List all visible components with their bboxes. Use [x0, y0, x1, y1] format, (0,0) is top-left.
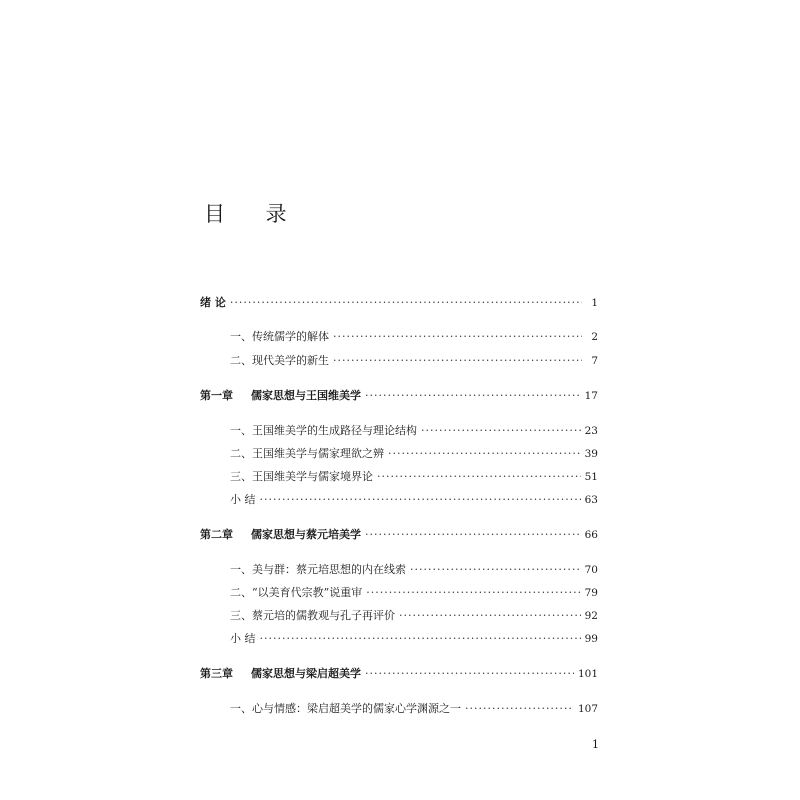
leader-dots: [377, 468, 581, 486]
leader-dots: [365, 387, 581, 405]
toc-page-number: 2: [591, 331, 598, 343]
toc-label: 一、美与群：蔡元培思想的内在线索: [230, 563, 406, 576]
toc-page-number: 92: [584, 610, 598, 622]
toc-label: 一、传统儒学的解体: [230, 330, 329, 343]
leader-dots: [421, 422, 581, 440]
leader-dots: [465, 700, 574, 718]
toc-page-number: 51: [584, 471, 598, 483]
page-title: 目 录: [204, 202, 304, 226]
leader-dots: [399, 607, 581, 625]
page-folio-number: 1: [592, 738, 599, 751]
leader-dots: [410, 561, 581, 579]
toc-label: 绪 论: [200, 296, 226, 309]
toc-page-number: 70: [584, 564, 598, 576]
leader-dots: [260, 491, 581, 509]
toc-page-number: 79: [584, 587, 598, 599]
chapter-title: 儒家思想与王国维美学: [251, 389, 361, 402]
toc-label: [200, 665, 361, 683]
toc-page-number: 39: [584, 448, 598, 460]
toc-label: 二、王国维美学与儒家理欲之辨: [230, 447, 384, 460]
toc-label: [200, 387, 361, 405]
toc-page-number: 63: [584, 494, 598, 506]
leader-dots: [333, 328, 582, 346]
leader-dots: [333, 352, 582, 370]
toc-page-number: 99: [584, 633, 598, 645]
toc-entry-section[interactable]: [200, 468, 598, 486]
toc-page-number: 101: [577, 668, 598, 680]
toc-label: 三、王国维美学与儒家境界论: [230, 470, 373, 483]
toc-entry-chapter-1[interactable]: [200, 387, 598, 405]
toc-label: 三、蔡元培的儒教观与孔子再评价: [230, 609, 395, 622]
toc-entry-summary[interactable]: [200, 630, 598, 648]
toc-label: 二、“以美育代宗教”说重审: [230, 586, 363, 599]
toc-label: 一、王国维美学的生成路径与理论结构: [230, 424, 417, 437]
toc-page-number: 17: [584, 390, 598, 402]
toc-entry-section[interactable]: [200, 445, 598, 463]
toc-entry-chapter-3[interactable]: [200, 665, 598, 683]
leader-dots: [388, 445, 581, 463]
leader-dots: [260, 630, 581, 648]
toc-entry-section[interactable]: [200, 352, 598, 370]
toc-page-number: 7: [591, 355, 598, 367]
toc-label: 一、心与情感：梁启超美学的儒家心学渊源之一: [230, 702, 461, 715]
toc-entry-section[interactable]: [200, 584, 598, 602]
leader-dots: [365, 526, 581, 544]
toc-label: 二、现代美学的新生: [230, 354, 329, 367]
chapter-title: 儒家思想与蔡元培美学: [251, 528, 361, 541]
toc-page-number: 107: [577, 703, 598, 715]
toc-entry-summary[interactable]: [200, 491, 598, 509]
chapter-title: 儒家思想与梁启超美学: [251, 667, 361, 680]
toc-entry-intro[interactable]: [200, 294, 598, 312]
chapter-number: 第一章: [200, 389, 233, 402]
toc-label: 小 结: [230, 493, 256, 506]
leader-dots: [365, 665, 574, 683]
leader-dots: [230, 294, 582, 312]
toc-page-number: 23: [584, 425, 598, 437]
toc-entry-section[interactable]: [200, 561, 598, 579]
toc-entry-section[interactable]: [200, 422, 598, 440]
toc-entry-chapter-2[interactable]: [200, 526, 598, 544]
chapter-number: 第二章: [200, 528, 233, 541]
leader-dots: [366, 584, 580, 602]
toc-entry-section[interactable]: [200, 700, 598, 718]
chapter-number: 第三章: [200, 667, 233, 680]
toc-entry-section[interactable]: [200, 328, 598, 346]
toc-page-number: 66: [584, 529, 598, 541]
toc-page-number: 1: [591, 297, 598, 309]
toc-label: 小 结: [230, 632, 256, 645]
toc-entry-section[interactable]: [200, 607, 598, 625]
toc-label: [200, 526, 361, 544]
